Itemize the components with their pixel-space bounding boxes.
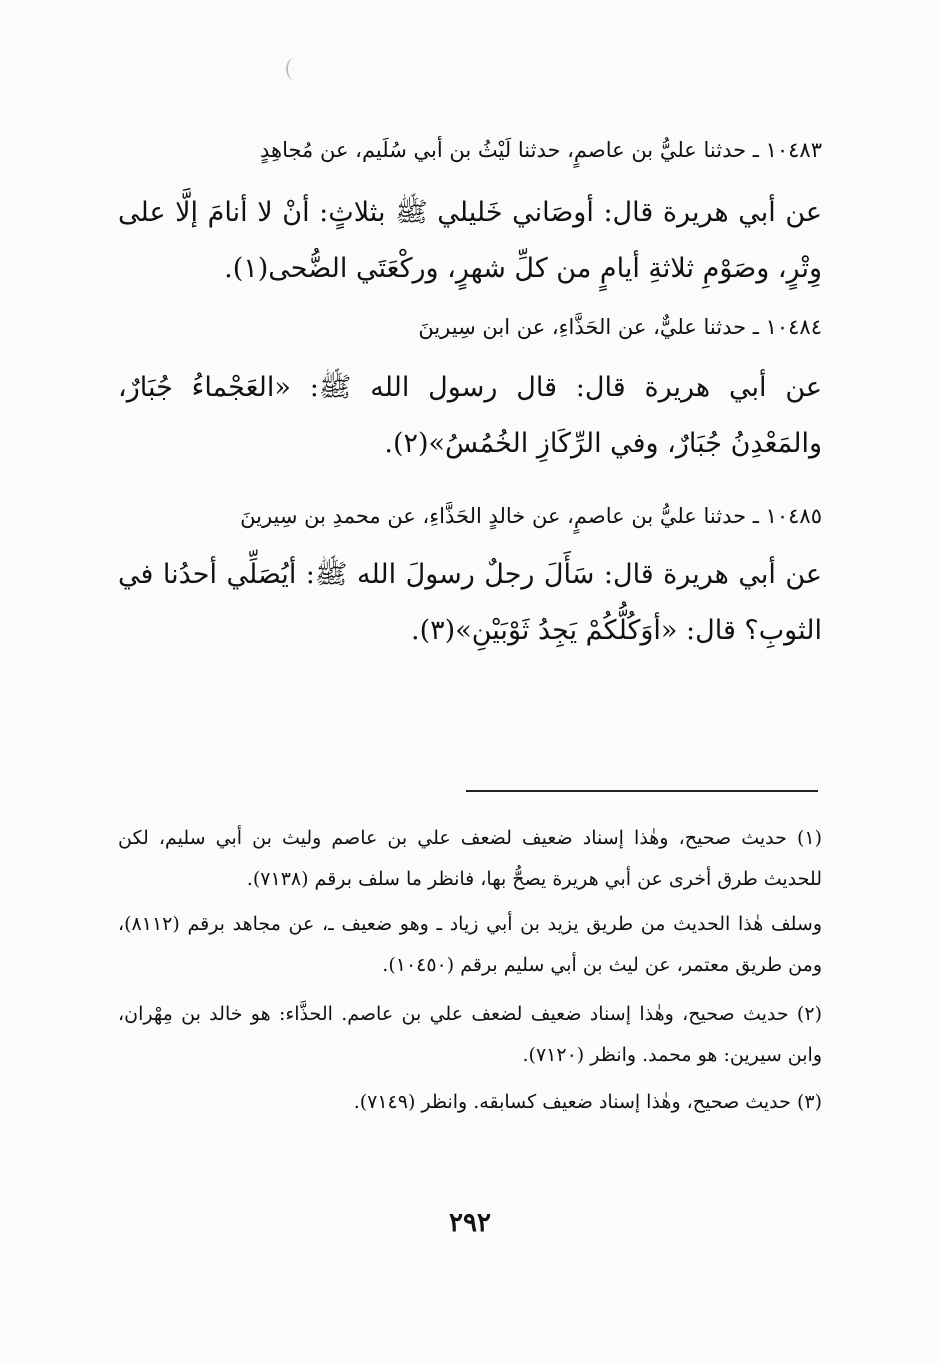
hadith-10485-isnad: ١٠٤٨٥ ـ حدثنا عليُّ بن عاصمٍ، عن خالدٍ الحَذَّاءِ، عن محمدِ بن سِيرينَ xyxy=(240,504,822,528)
page-number: ٢٩٢ xyxy=(449,1208,491,1238)
footnote-1: (١) حديث صحيح، وهٰذا إسناد ضعيف لضعف علي بن عاصم وليث بن أبي سليم، لكن للحديث طرق أخرى عن أبي هريرة يصحُّ بها، فانظر ما سلف برقم (٧١٣٨). xyxy=(118,827,822,890)
footnote-2: (٢) حديث صحيح، وهٰذا إسناد ضعيف لضعف علي بن عاصم. الحذَّاء: هو خالد بن مِهْران، وابن سيرين: هو محمد. وانظر (٧١٢٠). xyxy=(118,1003,822,1066)
hadith-10483-text: عن أبي هريرة قال: أوصَاني خَليلي ﷺ بثلاثٍ: أنْ لا أنامَ إلَّا على وِتْرٍ، وصَوْمِ ثلاثةِ أيامٍ من كلِّ شهرٍ، وركْعَتَي الضُّحى(١). xyxy=(118,197,822,284)
hadith-10484-text: عن أبي هريرة قال: قال رسول الله ﷺ: «العَجْماءُ جُبَارٌ، والمَعْدِنُ جُبَارٌ، وفي الرِّكَازِ الخُمُسُ»(٢). xyxy=(118,372,822,459)
footnote-3: (٣) حديث صحيح، وهٰذا إسناد ضعيف كسابقه. وانظر (٧١٤٩). xyxy=(353,1091,822,1113)
hadith-10483-isnad: ١٠٤٨٣ ـ حدثنا عليُّ بن عاصمٍ، حدثنا لَيْثُ بن أبي سُلَيم، عن مُجاهِدٍ xyxy=(260,138,822,162)
footnote-divider xyxy=(466,790,818,792)
scan-mark xyxy=(286,58,302,80)
footnote-1-continued: وسلف هٰذا الحديث من طريق يزيد بن أبي زياد ـ وهو ضعيف ـ، عن مجاهد برقم (٨١١٢)، ومن طريق معتمر، عن ليث بن أبي سليم برقم (١٠٤٥٠). xyxy=(118,913,822,976)
hadith-10485-text: عن أبي هريرة قال: سَأَلَ رجلٌ رسولَ الله ﷺ: أيُصَلِّي أحدُنا في الثوبِ؟ قال: «أوَكُلُّكُمْ يَجِدُ ثَوْبَيْنِ»(٣). xyxy=(118,559,822,646)
hadith-10484-isnad: ١٠٤٨٤ ـ حدثنا عليٌّ، عن الحَذَّاءِ، عن ابن سِيرينَ xyxy=(418,315,822,339)
footnotes xyxy=(118,818,822,1123)
hadith-body xyxy=(118,128,822,659)
